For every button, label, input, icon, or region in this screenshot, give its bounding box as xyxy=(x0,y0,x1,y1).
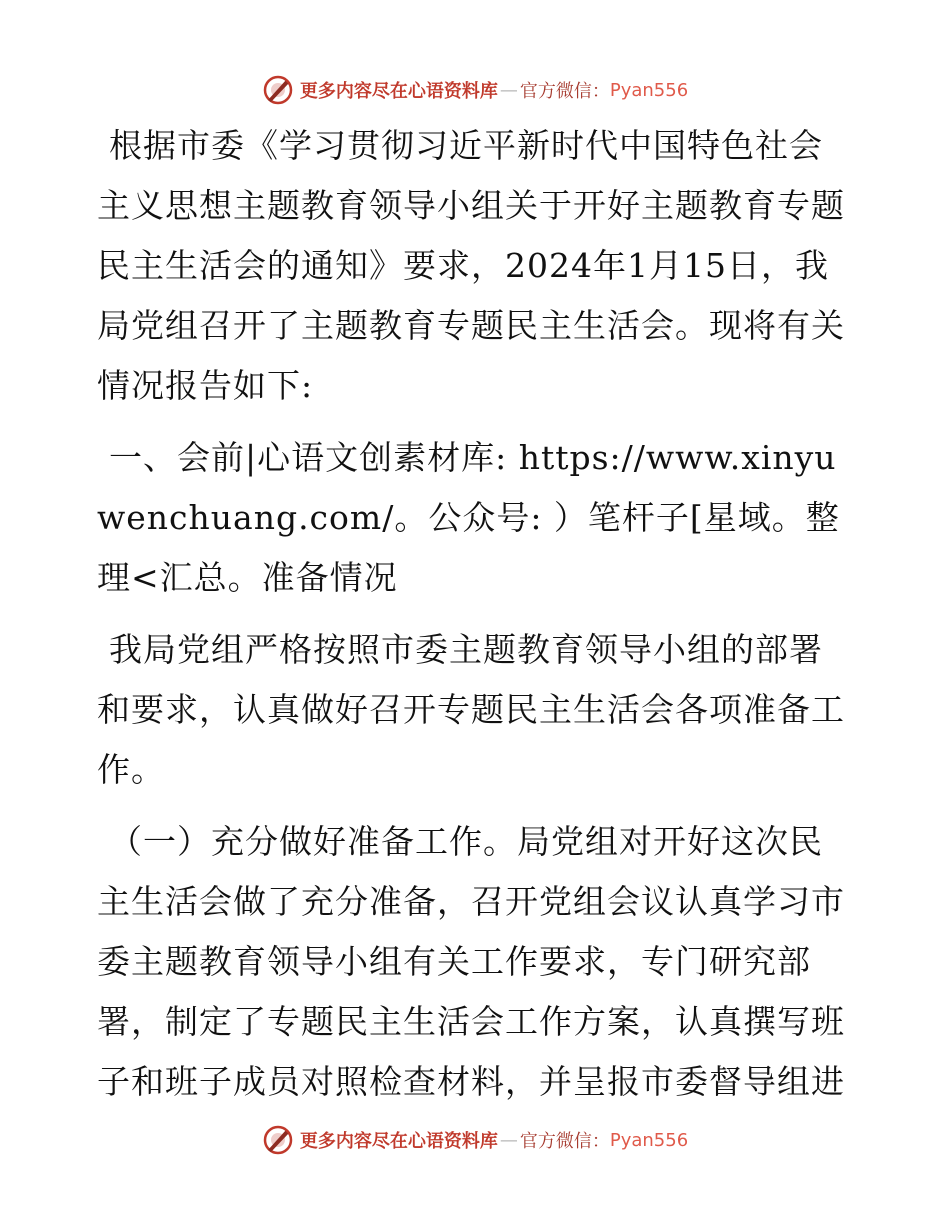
header-brand-text: 更多内容尽在心语资料库 xyxy=(299,81,498,102)
quill-logo-icon xyxy=(262,74,294,106)
paragraph-preparation: 我局党组严格按照市委主题教育领导小组的部署和要求，认真做好召开专题民主生活会各项准备工作。 xyxy=(97,630,845,789)
header-wechat-label: 官方微信： xyxy=(519,81,610,102)
footer-wechat-id: Pyan556 xyxy=(609,1129,689,1151)
footer-separator: — xyxy=(499,1129,518,1151)
header-wechat-id: Pyan556 xyxy=(609,79,689,101)
paragraph-intro: 根据市委《学习贯彻习近平新时代中国特色社会主义思想主题教育领导小组关于开好主题教育专题民主生活会的通知》要求，2024年1月15日，我局党组召开了主题教育专题民主生活会。现将有关情况报告如下: xyxy=(97,126,845,405)
paragraph-item-one: （一）充分做好准备工作。局党组对开好这次民主生活会做了充分准备，召开党组会议认真学习市委主题教育领导小组有关工作要求，专门研究部署，制定了专题民主生活会工作方案，认真撰写班子和班子成员对照检查材料，并呈报市委督导组进 xyxy=(97,822,845,1101)
footer-watermark xyxy=(0,1120,950,1160)
footer-brand-text: 更多内容尽在心语资料库 xyxy=(299,1131,498,1152)
document-body xyxy=(97,116,853,1124)
footer-wechat-label: 官方微信： xyxy=(519,1131,610,1152)
header-watermark xyxy=(0,70,950,110)
paragraph-section-one-heading: 一、会前|心语文创素材库: https://www.xinyuwenchuang.com/。公众号: ）笔杆子[星域。整理<汇总。准备情况 xyxy=(97,438,840,597)
header-separator: — xyxy=(499,79,518,101)
quill-logo-icon xyxy=(262,1124,294,1156)
